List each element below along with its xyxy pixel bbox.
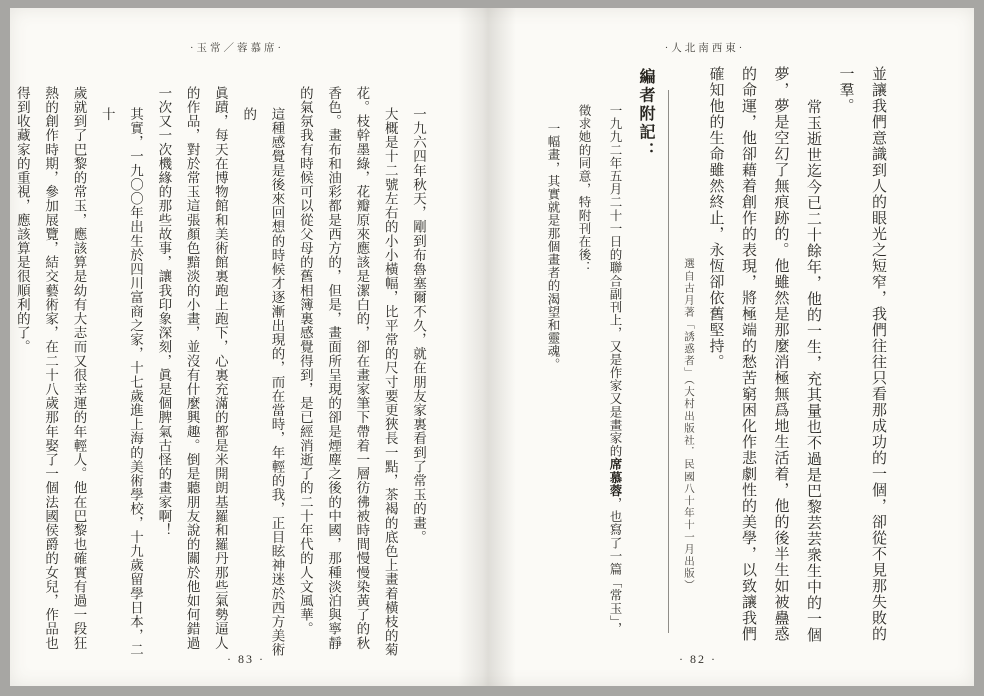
text-column: 眞蹟，每天在博物館和美術館裏跑上跑下，心裏充滿的都是米開朗基羅和羅丹那些氣勢逼人 xyxy=(212,86,228,650)
text-column: 的命運，他卻藉着創作的表現，將極端的愁苦窮困化作悲劇性的美學，以致讓我們 xyxy=(740,66,756,642)
text-column xyxy=(599,66,630,656)
page-number-left: · 83 · xyxy=(227,652,265,666)
text-column: 的氣氛我有時候可以從父母的舊相簿裏感覺得到，是已經消逝了的二十年代的人文風華。 xyxy=(297,86,313,636)
text-column: 常玉逝世迄今已二十餘年，他的一生，充其量也不過是巴黎芸芸衆生中的一個 xyxy=(805,99,821,643)
text-column: 一次又一次機緣的那些故事，讓我印象深刻，眞是個脾氣古怪的畫家啊！ xyxy=(156,86,172,538)
editors-note-heading: 編者附記： xyxy=(637,68,654,161)
text-column: 的作品，對於常玉這張顏色黯淡的小畫，並沒有什麼興趣。倒是聽朋友說的關於他如何錯過 xyxy=(184,86,200,650)
text-column: 其實，一九〇〇年出生於四川富商之家，十七歲進上海的美術學校，十九歲留學日本，二十 xyxy=(99,107,144,657)
text-column: 香色。畫布和油彩都是西方的，但是，畫面所呈現的卻是煙塵之後的中國，那種淡泊與寧靜 xyxy=(326,86,342,650)
text-column: 確知他的生命雖然終止，永恆卻依舊堅持。 xyxy=(707,66,724,370)
text-column: 大概是十二號左右的小小橫幅，比平常的尺寸要更狹長一點，茶褐的底色上畫着橫枝的菊 xyxy=(382,107,398,657)
text-column: 一幅畫，其實就是那個畫者的渴望和靈魂。 xyxy=(546,122,560,371)
text-column: 熱的創作時期，參加展覽，結交藝術家，在二十八歲那年娶了一個法國侯爵的女兒，作品也 xyxy=(43,86,59,650)
text-column: 歲就到了巴黎的常玉，應該算是幼有大志而又很幸運的年輕人。他在巴黎也確實有過一段狂 xyxy=(71,86,87,650)
text-column: 一羣。 xyxy=(837,66,854,114)
section-divider-rule xyxy=(668,90,669,633)
source-citation: 選自古月著「誘惑者」（大村出版社．民國八十年十一月出版） xyxy=(683,258,694,592)
note-line1-post: ，也寫了一篇「常玉」， xyxy=(608,497,622,635)
text-column: 得到收藏家的重視，應該算是很順利的了。 xyxy=(14,86,30,354)
note-line1-pre: 一九九二年五月二十一日的聯合副刊上，又是作家又是畫家的 xyxy=(608,104,622,458)
running-head-right: ·人北南西東· xyxy=(664,43,746,54)
text-column: 夢，夢是空幻了無痕跡的。他雖然是那麼消極無爲地生活着，他的後半生如被蠱惑 xyxy=(772,66,789,642)
left-page-text-block xyxy=(14,86,432,670)
running-head-left: ·玉常／蓉慕席· xyxy=(190,43,284,54)
text-column: 這種感覺是後來回想的時候才逐漸出現的，而在當時，年輕的我，正目眩神迷於西方美術的 xyxy=(241,107,285,657)
editors-note-body xyxy=(535,66,630,656)
text-column: 花。枝幹墨綠，花瓣原來應該是潔白的，卻在畫家筆下帶着一層彷彿被時間慢慢染黃了的秋 xyxy=(354,86,370,650)
text-column: 一九六四年秋天，剛到布魯塞爾不久，就在朋友家裏看到了常玉的畫。 xyxy=(411,107,426,545)
page-number-right: · 82 · xyxy=(679,652,717,666)
text-column: 並讓我們意識到人的眼光之短窄，我們往往只看那成功的一個，卻從不見那失敗的 xyxy=(870,66,886,642)
book-gutter-shadow xyxy=(458,8,516,686)
text-column: 徵求她的同意，特附刊在後： xyxy=(577,104,591,275)
right-page-quoted-text-block xyxy=(698,66,894,656)
author-name: 席慕蓉 xyxy=(608,457,622,498)
